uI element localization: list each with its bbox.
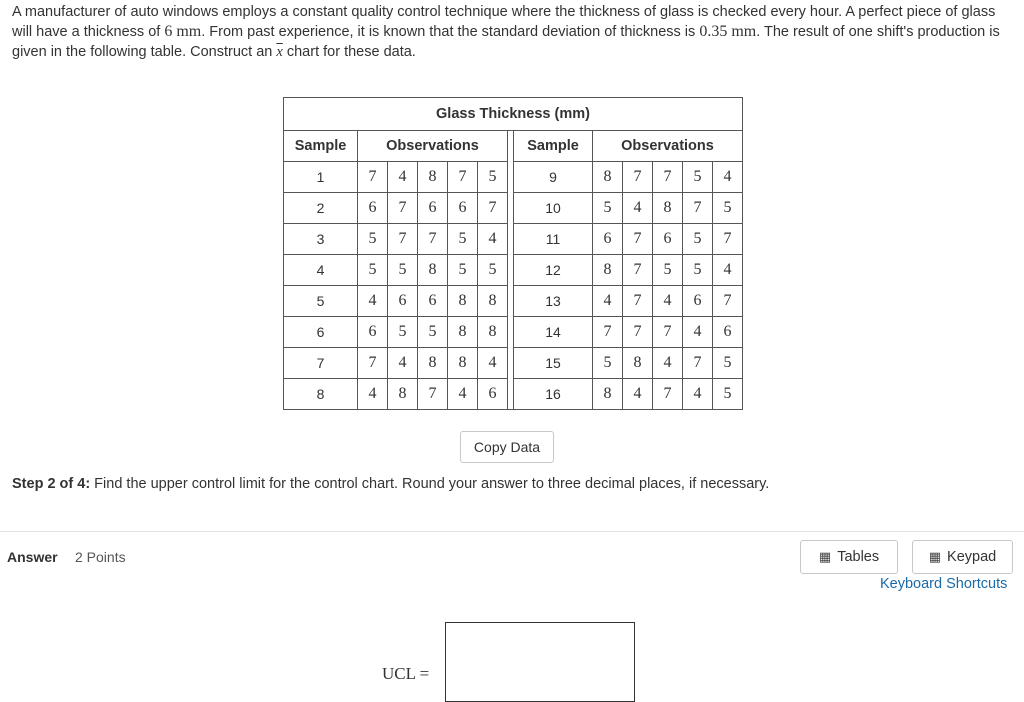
sample-number: 3 — [284, 224, 358, 255]
observation-cell: 5 — [418, 317, 448, 348]
thickness-value: 6 mm — [164, 23, 202, 40]
observation-cell: 6 — [653, 224, 683, 255]
observation-cell: 7 — [683, 193, 713, 224]
observation-cell: 4 — [713, 255, 743, 286]
table-row — [284, 286, 743, 317]
observation-cell: 8 — [593, 255, 623, 286]
observation-cell: 5 — [448, 224, 478, 255]
table-title: Glass Thickness (mm) — [284, 98, 743, 131]
keypad-button[interactable] — [912, 540, 1013, 574]
table-row — [284, 224, 743, 255]
table-row — [284, 317, 743, 348]
observation-cell: 7 — [653, 317, 683, 348]
observation-cell: 5 — [593, 348, 623, 379]
problem-text-2: . From past experience, it is known that the standard deviation of thickness is — [201, 24, 700, 40]
observation-cell: 7 — [358, 162, 388, 193]
glass-thickness-table — [283, 97, 743, 410]
observation-cell: 6 — [448, 193, 478, 224]
header-sample-1: Sample — [284, 131, 358, 162]
observation-cell: 5 — [683, 224, 713, 255]
observation-cell: 8 — [448, 317, 478, 348]
observation-cell: 8 — [623, 348, 653, 379]
observation-cell: 8 — [418, 162, 448, 193]
observation-cell: 4 — [358, 286, 388, 317]
sample-number: 15 — [514, 348, 593, 379]
observation-cell: 8 — [418, 255, 448, 286]
observation-cell: 7 — [653, 379, 683, 410]
observation-cell: 8 — [448, 286, 478, 317]
sample-number: 8 — [284, 379, 358, 410]
header-observations-1: Observations — [358, 131, 508, 162]
observation-cell: 8 — [593, 162, 623, 193]
sample-number: 16 — [514, 379, 593, 410]
observation-cell: 4 — [478, 348, 508, 379]
observation-cell: 8 — [448, 348, 478, 379]
observation-cell: 7 — [388, 224, 418, 255]
header-observations-2: Observations — [593, 131, 743, 162]
observation-cell: 7 — [478, 193, 508, 224]
problem-text-4: chart for these data. — [282, 44, 416, 60]
keypad-button-label: Keypad — [947, 549, 997, 565]
sample-number: 5 — [284, 286, 358, 317]
observation-cell: 7 — [593, 317, 623, 348]
sample-number: 11 — [514, 224, 593, 255]
observation-cell: 7 — [623, 162, 653, 193]
tables-button-label: Tables — [837, 549, 880, 565]
observation-cell: 4 — [683, 379, 713, 410]
observation-cell: 6 — [418, 193, 448, 224]
observation-cell: 5 — [358, 255, 388, 286]
observation-cell: 6 — [683, 286, 713, 317]
observation-cell: 7 — [358, 348, 388, 379]
sample-number: 13 — [514, 286, 593, 317]
problem-text-1: A manufacturer of auto windows employs a constant quality control technique where the thickness of glass is checked every hour. A perfect piece of glass will have a thickness of — [12, 4, 996, 40]
observation-cell: 8 — [418, 348, 448, 379]
stdev-value: 0.35 mm — [699, 23, 757, 40]
ucl-answer-input[interactable] — [445, 622, 635, 702]
observation-cell: 5 — [358, 224, 388, 255]
observation-cell: 4 — [388, 162, 418, 193]
observation-cell: 7 — [623, 255, 653, 286]
observation-cell: 7 — [623, 224, 653, 255]
observation-cell: 5 — [388, 317, 418, 348]
observation-cell: 7 — [448, 162, 478, 193]
observation-cell: 4 — [623, 379, 653, 410]
observation-cell: 5 — [683, 255, 713, 286]
observation-cell: 8 — [478, 317, 508, 348]
sample-number: 4 — [284, 255, 358, 286]
observation-cell: 7 — [388, 193, 418, 224]
observation-cell: 6 — [358, 193, 388, 224]
sample-number: 2 — [284, 193, 358, 224]
observation-cell: 7 — [623, 317, 653, 348]
observation-cell: 5 — [713, 193, 743, 224]
header-sample-2: Sample — [514, 131, 593, 162]
observation-cell: 5 — [388, 255, 418, 286]
observation-cell: 5 — [713, 348, 743, 379]
observation-cell: 7 — [683, 348, 713, 379]
table-row — [284, 379, 743, 410]
table-row — [284, 162, 743, 193]
observation-cell: 7 — [713, 286, 743, 317]
problem-statement — [12, 2, 1012, 62]
problem-text-3: . The result of one shift's production is given in the following table. Construct an — [12, 24, 1000, 60]
observation-cell: 7 — [623, 286, 653, 317]
observation-cell: 5 — [448, 255, 478, 286]
table-row — [284, 255, 743, 286]
ucl-label: UCL = — [382, 664, 430, 683]
copy-data-button[interactable]: Copy Data — [460, 431, 554, 463]
sample-number: 14 — [514, 317, 593, 348]
sample-number: 10 — [514, 193, 593, 224]
section-divider — [0, 531, 1024, 532]
observation-cell: 6 — [713, 317, 743, 348]
observation-cell: 4 — [653, 348, 683, 379]
observation-cell: 5 — [478, 255, 508, 286]
keyboard-shortcuts-link[interactable]: Keyboard Shortcuts — [880, 576, 1008, 592]
observation-cell: 5 — [713, 379, 743, 410]
observation-cell: 4 — [388, 348, 418, 379]
keypad-icon: ▦ — [928, 549, 942, 564]
observation-cell: 7 — [653, 162, 683, 193]
table-row — [284, 348, 743, 379]
observation-cell: 4 — [623, 193, 653, 224]
observation-cell: 4 — [683, 317, 713, 348]
observation-cell: 4 — [653, 286, 683, 317]
step-label: Step 2 of 4: — [12, 476, 91, 492]
observation-cell: 5 — [653, 255, 683, 286]
observation-cell: 8 — [653, 193, 683, 224]
xbar-symbol: $\overline{x}$ — [276, 44, 283, 60]
observation-cell: 8 — [478, 286, 508, 317]
observation-cell: 8 — [593, 379, 623, 410]
observation-cell: 5 — [683, 162, 713, 193]
observation-cell: 7 — [713, 224, 743, 255]
table-row — [284, 193, 743, 224]
sample-number: 12 — [514, 255, 593, 286]
observation-cell: 4 — [593, 286, 623, 317]
answer-label: Answer — [7, 549, 58, 565]
observation-cell: 7 — [418, 379, 448, 410]
observation-cell: 4 — [358, 379, 388, 410]
observation-cell: 4 — [713, 162, 743, 193]
sample-number: 7 — [284, 348, 358, 379]
observation-cell: 6 — [418, 286, 448, 317]
table-grid-icon: ▦ — [818, 549, 832, 564]
points-label: 2 Points — [75, 549, 126, 565]
observation-cell: 6 — [358, 317, 388, 348]
observation-cell: 6 — [388, 286, 418, 317]
sample-number: 6 — [284, 317, 358, 348]
observation-cell: 6 — [593, 224, 623, 255]
observation-cell: 7 — [418, 224, 448, 255]
observation-cell: 4 — [448, 379, 478, 410]
observation-cell: 4 — [478, 224, 508, 255]
step-text: Find the upper control limit for the control chart. Round your answer to three decimal places, if necessary. — [90, 476, 770, 492]
tables-button[interactable] — [800, 540, 898, 574]
step-instruction — [12, 476, 769, 492]
observation-cell: 8 — [388, 379, 418, 410]
observation-cell: 6 — [478, 379, 508, 410]
observation-cell: 5 — [478, 162, 508, 193]
observation-cell: 5 — [593, 193, 623, 224]
sample-number: 1 — [284, 162, 358, 193]
sample-number: 9 — [514, 162, 593, 193]
